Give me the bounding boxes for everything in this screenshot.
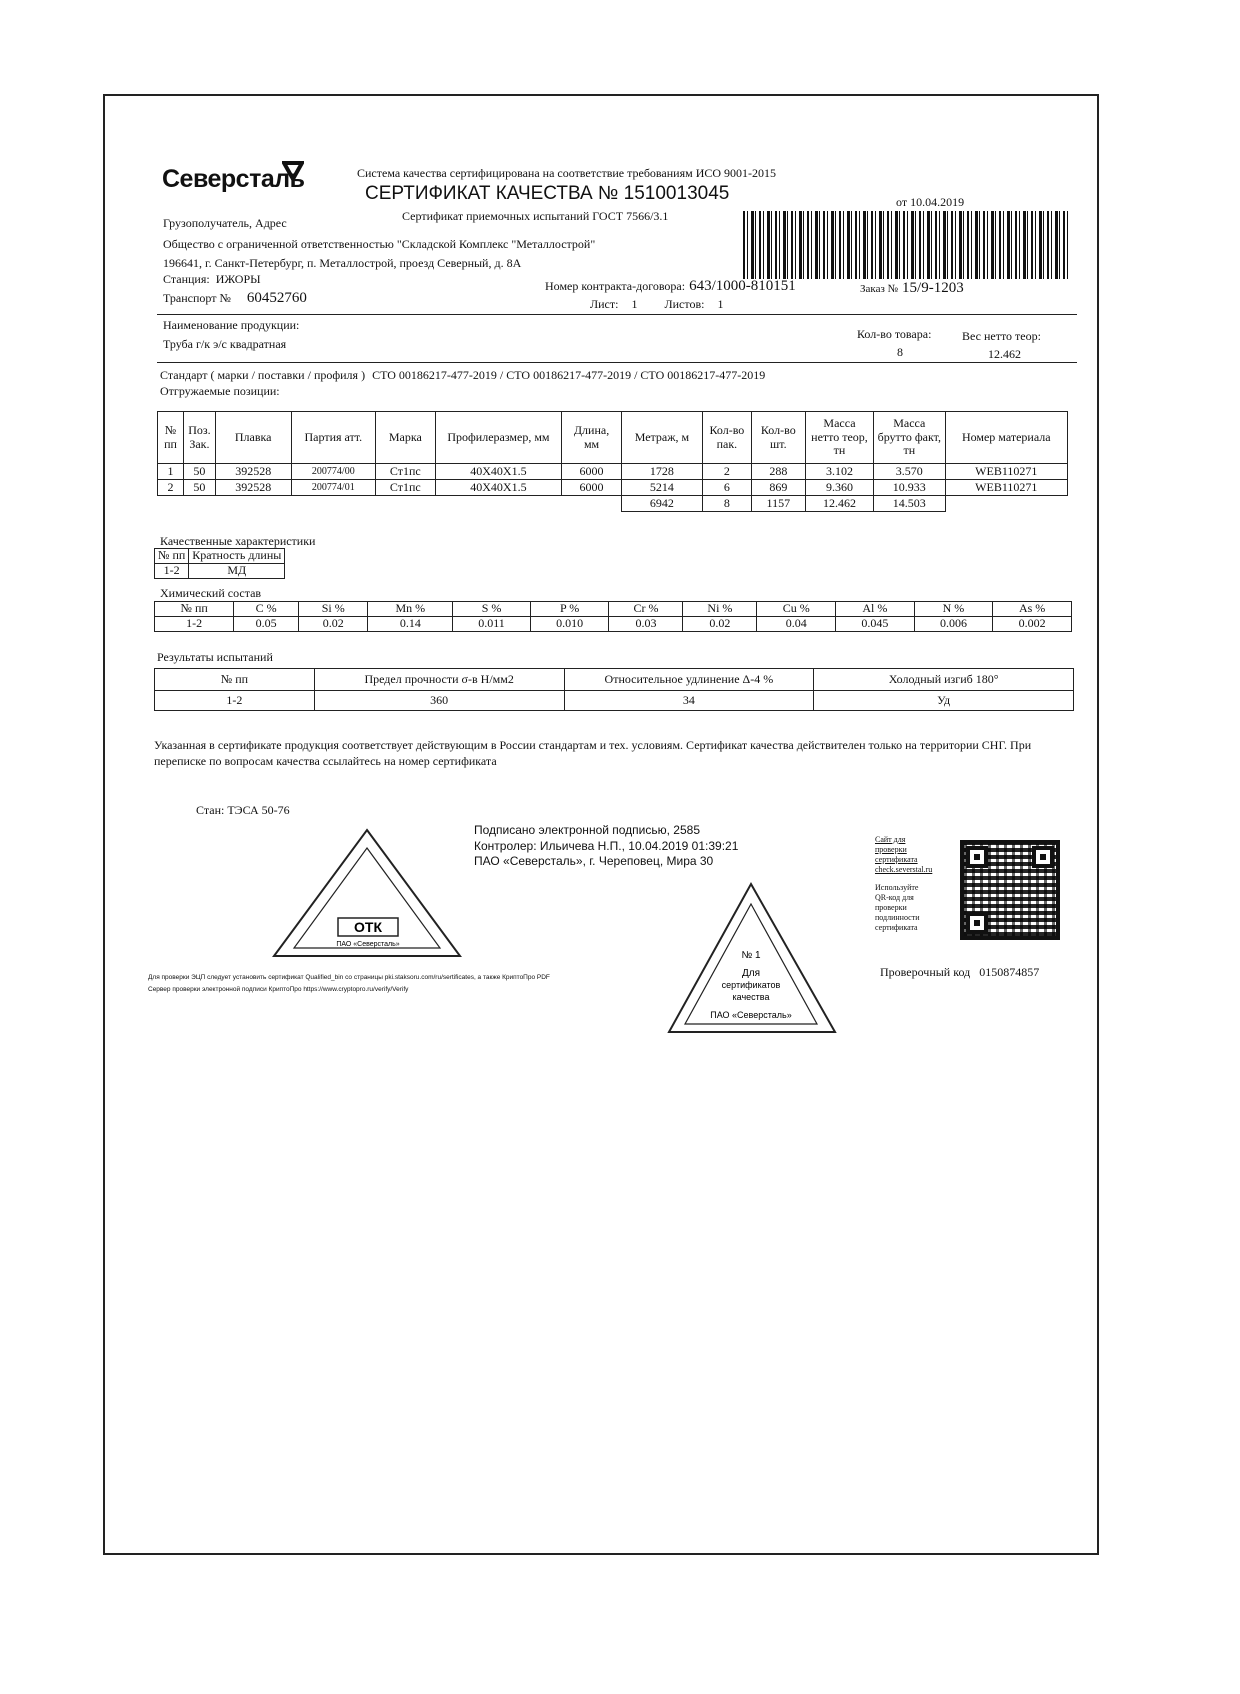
total-cell: 14.503	[874, 496, 945, 512]
col-header: № пп	[155, 669, 315, 691]
table-cell: 0.02	[299, 616, 368, 631]
table-cell: WEB110271	[945, 464, 1067, 480]
station-row	[163, 272, 261, 287]
positions-table	[157, 411, 1068, 512]
certificate-stamp-icon	[665, 880, 840, 1040]
product-net: 12.462	[988, 347, 1021, 361]
stamp2-number: № 1	[741, 950, 761, 961]
table-cell: Ст1пс	[376, 480, 436, 496]
table-cell: 869	[751, 480, 805, 496]
col-header: Кол-во пак.	[703, 412, 752, 464]
totals-row	[158, 496, 1068, 512]
table-cell: МД	[189, 563, 285, 578]
table-cell: 0.011	[453, 616, 531, 631]
standard-label: Стандарт ( марки / поставки / профиля )	[160, 368, 366, 382]
check-site-line: Сайт для	[875, 835, 906, 844]
contract-value: 643/1000-810151	[689, 278, 796, 294]
col-header: № пп	[158, 412, 184, 464]
table-cell: 0.05	[234, 616, 299, 631]
brand-name: Северсталь	[162, 165, 305, 193]
stamp2-text-3: качества	[732, 992, 770, 1002]
product-name-label: Наименование продукции:	[163, 318, 300, 332]
chemistry-table	[154, 601, 1072, 632]
table-cell: 1-2	[155, 616, 234, 631]
col-header: Si %	[299, 602, 368, 617]
qr-code-icon	[960, 840, 1060, 940]
standard-value: СТО 00186217-477-2019 / СТО 00186217-477-2019 / СТО 00186217-477-2019	[372, 368, 766, 382]
qr-hint-line: сертификата	[875, 923, 918, 932]
iso-note: Система качества сертифицирована на соответствие требованиям ИСО 9001-2015	[357, 166, 777, 180]
table-row	[155, 563, 285, 578]
col-header: Метраж, м	[621, 412, 702, 464]
eds-note-1: Для проверки ЭЦП следует установить сертификат Qualified_bin со страницы pki.staksoru.com/ru/sertificates, а также КриптоПро PDF	[148, 974, 550, 981]
conformity-text: Указанная в сертификате продукция соответствует действующим в России стандартам и тех. условиям. Сертификат качества действителен только на территории СНГ. При переписке по вопросам качества ссылайтесь на номер сертификата	[154, 738, 1032, 768]
col-header: N %	[914, 602, 993, 617]
col-header: P %	[530, 602, 609, 617]
col-header: Масса брутто факт, тн	[874, 412, 945, 464]
tests-label: Результаты испытаний	[157, 650, 273, 664]
chemistry-label: Химический состав	[160, 586, 262, 600]
check-site-line: сертификата	[875, 855, 918, 864]
barcode	[743, 211, 1068, 279]
qr-hint-line: подлинности	[875, 913, 920, 922]
col-header: Предел прочности σ-в Н/мм2	[314, 669, 564, 691]
table-cell: 6000	[562, 464, 622, 480]
sheet-value: 1	[631, 297, 638, 311]
esignature-line-2: Контролер: Ильичева Н.П., 10.04.2019 01:39:21	[474, 838, 739, 853]
certificate-title: СЕРТИФИКАТ КАЧЕСТВА № 1510013045	[365, 183, 730, 204]
col-header: Cu %	[757, 602, 836, 617]
otk-stamp-label: ОТК	[354, 919, 382, 935]
table-cell: 50	[183, 464, 215, 480]
col-header: Ni %	[683, 602, 757, 617]
contract-row	[545, 277, 796, 295]
product-name: Труба г/к э/с квадратная	[163, 337, 287, 351]
table-cell: 360	[314, 691, 564, 711]
col-header: Масса нетто теор, тн	[805, 412, 873, 464]
stamp2-text-2: сертификатов	[721, 980, 781, 990]
standard-row	[160, 368, 765, 383]
table-cell: 0.03	[609, 616, 683, 631]
verify-code-value: 0150874857	[979, 965, 1040, 979]
qr-finder	[966, 912, 988, 934]
table-cell: 0.02	[683, 616, 757, 631]
table-cell: 0.010	[530, 616, 609, 631]
table-cell: 6000	[562, 480, 622, 496]
contract-label: Номер контракта-договора:	[545, 279, 686, 293]
table-cell: 40X40X1.5	[435, 480, 562, 496]
table-cell: 0.002	[993, 616, 1072, 631]
col-header: Плавка	[215, 412, 291, 464]
logo	[162, 165, 304, 194]
table-cell: 9.360	[805, 480, 873, 496]
tests-table	[154, 668, 1074, 711]
table-row	[158, 480, 1068, 496]
col-header: Марка	[376, 412, 436, 464]
quality-header-row	[155, 549, 285, 564]
totals-spacer	[945, 496, 1067, 512]
col-header: Длина, мм	[562, 412, 622, 464]
consignee-label: Грузополучатель, Адрес	[163, 216, 287, 230]
totals-spacer	[158, 496, 622, 512]
esignature-block	[474, 823, 738, 870]
transport-value: 60452760	[246, 290, 307, 306]
col-header: S %	[453, 602, 531, 617]
quality-table	[154, 548, 285, 579]
certificate-date: от 10.04.2019	[896, 195, 965, 209]
positions-label: Отгружаемые позиции:	[160, 384, 280, 398]
table-row	[155, 616, 1072, 631]
total-cell: 8	[703, 496, 752, 512]
table-cell: 50	[183, 480, 215, 496]
check-site-link[interactable]: check.severstal.ru	[875, 865, 933, 874]
transport-label: Транспорт №	[163, 291, 231, 305]
table-cell: 6	[703, 480, 752, 496]
col-header: Кол-во шт.	[751, 412, 805, 464]
table-cell: 0.006	[914, 616, 993, 631]
table-cell: 34	[564, 691, 814, 711]
total-cell: 12.462	[805, 496, 873, 512]
table-cell: 1-2	[155, 563, 189, 578]
col-header: Профилеразмер, мм	[435, 412, 562, 464]
qr-hint-line: Используйте	[875, 883, 919, 892]
qr-hint-line: проверки	[875, 903, 907, 912]
table-cell: 1	[158, 464, 184, 480]
total-cell: 6942	[621, 496, 702, 512]
col-header: № пп	[155, 549, 189, 564]
table-cell: 3.102	[805, 464, 873, 480]
chemistry-header-row	[155, 602, 1072, 617]
tests-header-row	[155, 669, 1074, 691]
table-cell: 2	[158, 480, 184, 496]
station-value: ИЖОРЫ	[215, 272, 261, 286]
table-cell: 1-2	[155, 691, 315, 711]
total-cell: 1157	[751, 496, 805, 512]
sheets-value: 1	[717, 297, 724, 311]
col-header: Холодный изгиб 180°	[814, 669, 1074, 691]
esignature-line-1: Подписано электронной подписью, 2585	[474, 823, 701, 837]
table-cell: Уд	[814, 691, 1074, 711]
sheet-label: Лист:	[590, 297, 619, 311]
table-row	[155, 691, 1074, 711]
verify-code-row	[880, 965, 1039, 980]
product-net-label: Вес нетто теор:	[962, 329, 1041, 343]
table-row	[158, 464, 1068, 480]
table-cell: WEB110271	[945, 480, 1067, 496]
table-cell: 392528	[215, 464, 291, 480]
consignee-name: Общество с ограниченной ответственностью "Складской Комплекс "Металлострой"	[163, 237, 596, 251]
table-cell: 0.04	[757, 616, 836, 631]
otk-stamp-icon	[270, 826, 465, 961]
col-header: Относительное удлинение Δ-4 %	[564, 669, 814, 691]
product-bottom-rule	[157, 362, 1077, 363]
positions-header-row	[158, 412, 1068, 464]
esignature-line-3: ПАО «Северсталь», г. Череповец, Мира 30	[474, 854, 714, 869]
table-cell: 3.570	[874, 464, 945, 480]
table-cell: 200774/01	[291, 480, 375, 496]
col-header: As %	[993, 602, 1072, 617]
order-value: 15/9-1203	[902, 280, 964, 296]
col-header: Номер материала	[945, 412, 1067, 464]
station-label: Станция:	[163, 272, 210, 286]
col-header: Al %	[836, 602, 915, 617]
table-cell: Ст1пс	[376, 464, 436, 480]
logo-mark-icon	[282, 159, 304, 181]
check-site-line: проверки	[875, 845, 907, 854]
table-cell: 5214	[621, 480, 702, 496]
col-header: Cr %	[609, 602, 683, 617]
col-header: C %	[234, 602, 299, 617]
qr-finder	[1032, 846, 1054, 868]
col-header: Кратность длины	[189, 549, 285, 564]
order-row	[860, 279, 964, 297]
stamp2-text-1: Для	[741, 968, 761, 979]
product-qty: 8	[897, 345, 903, 359]
table-cell: 2	[703, 464, 752, 480]
table-cell: 0.14	[368, 616, 453, 631]
qr-finder	[966, 846, 988, 868]
col-header: Поз. Зак.	[183, 412, 215, 464]
product-top-rule	[157, 314, 1077, 315]
certificate-subtitle: Сертификат приемочных испытаний ГОСТ 7566/3.1	[402, 209, 669, 223]
order-label: Заказ №	[860, 283, 899, 295]
quality-label: Качественные характеристики	[160, 534, 316, 548]
col-header: Mn %	[368, 602, 453, 617]
product-qty-label: Кол-во товара:	[857, 327, 932, 341]
table-cell: 10.933	[874, 480, 945, 496]
table-cell: 0.045	[836, 616, 915, 631]
eds-note-2: Сервер проверки электронной подписи КриптоПро https://www.cryptopro.ru/verify/Verify	[148, 986, 409, 993]
table-cell: 1728	[621, 464, 702, 480]
verify-code-label: Проверочный код	[880, 965, 971, 979]
qr-hint-line: QR-код для	[875, 893, 914, 902]
table-cell: 200774/00	[291, 464, 375, 480]
table-cell: 40X40X1.5	[435, 464, 562, 480]
sheet-row	[590, 297, 723, 312]
col-header: № пп	[155, 602, 234, 617]
table-cell: 288	[751, 464, 805, 480]
col-header: Партия атт.	[291, 412, 375, 464]
table-cell: 392528	[215, 480, 291, 496]
stamp2-org: ПАО «Северсталь»	[710, 1010, 792, 1020]
check-site-block	[875, 835, 932, 933]
mill-label: Стан: ТЭСА 50-76	[196, 803, 290, 817]
transport-row	[163, 289, 307, 307]
consignee-address: 196641, г. Санкт-Петербург, п. Металлострой, проезд Северный, д. 8А	[163, 256, 522, 270]
otk-stamp-org: ПАО «Северсталь»	[336, 941, 400, 948]
sheets-label: Листов:	[664, 297, 705, 311]
